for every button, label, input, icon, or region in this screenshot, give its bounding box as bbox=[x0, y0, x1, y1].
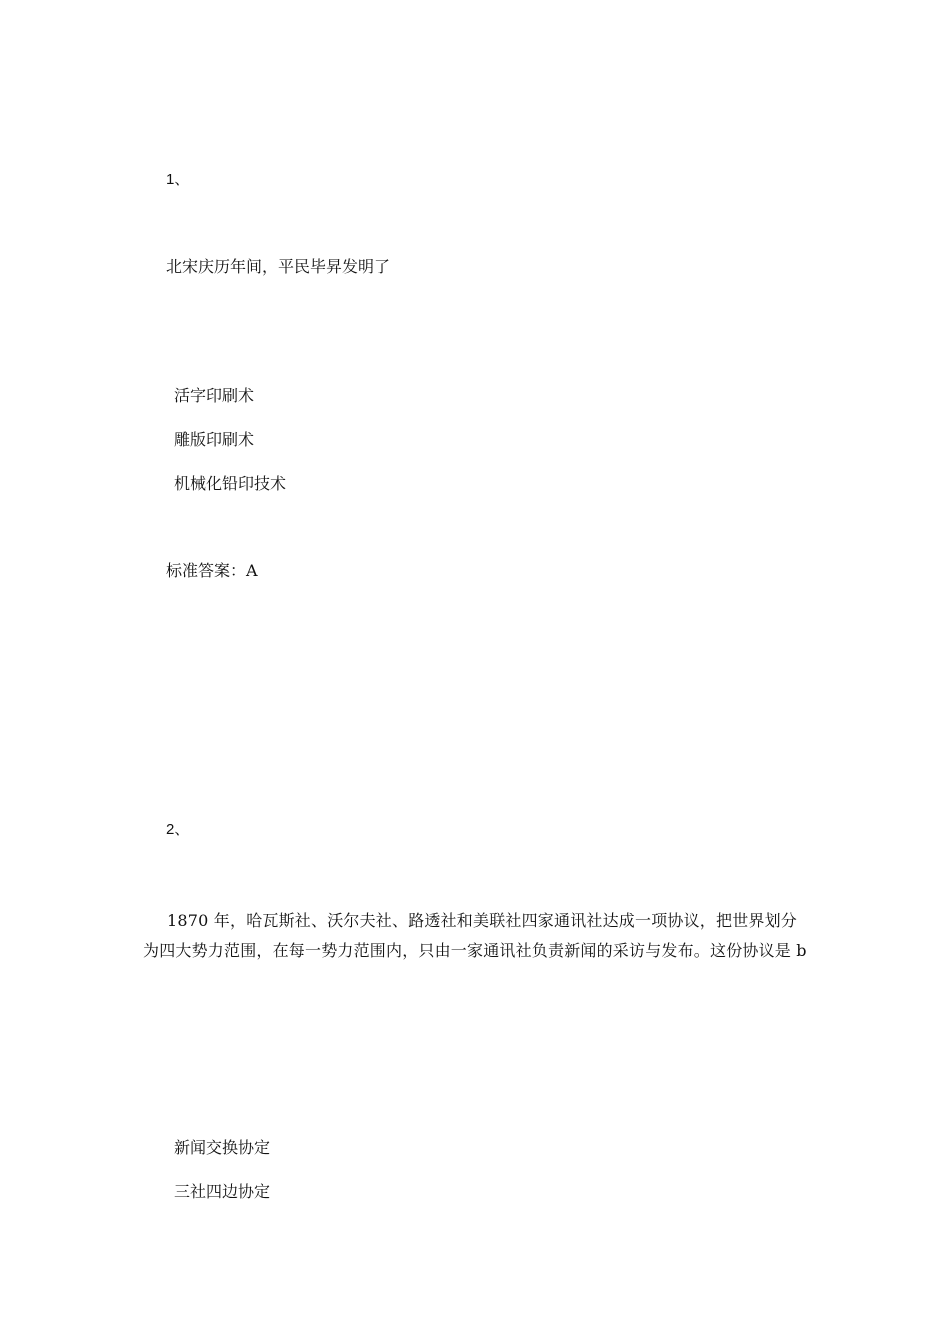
question-1-option-b: 雕版印刷术 bbox=[174, 430, 255, 449]
question-1-prompt: 北宋庆历年间，平民毕昇发明了 bbox=[166, 257, 391, 276]
question-1-number: 1、 bbox=[166, 171, 190, 188]
question-2-option-a: 新闻交换协定 bbox=[174, 1138, 271, 1157]
question-2-option-b: 三社四边协定 bbox=[174, 1182, 271, 1201]
question-1-option-c: 机械化铅印技术 bbox=[174, 474, 287, 493]
question-1-option-a: 活字印刷术 bbox=[174, 386, 255, 405]
question-2-number: 2、 bbox=[166, 821, 190, 838]
question-2-prompt: 1870 年，哈瓦斯社、沃尔夫社、路透社和美联社四家通讯社达成一项协议，把世界划分为四大势力范围，在每一势力范围内，只由一家通讯社负责新闻的采访与发布。这份协议是 b bbox=[143, 911, 807, 960]
question-1-answer: 标准答案：A bbox=[166, 561, 258, 580]
